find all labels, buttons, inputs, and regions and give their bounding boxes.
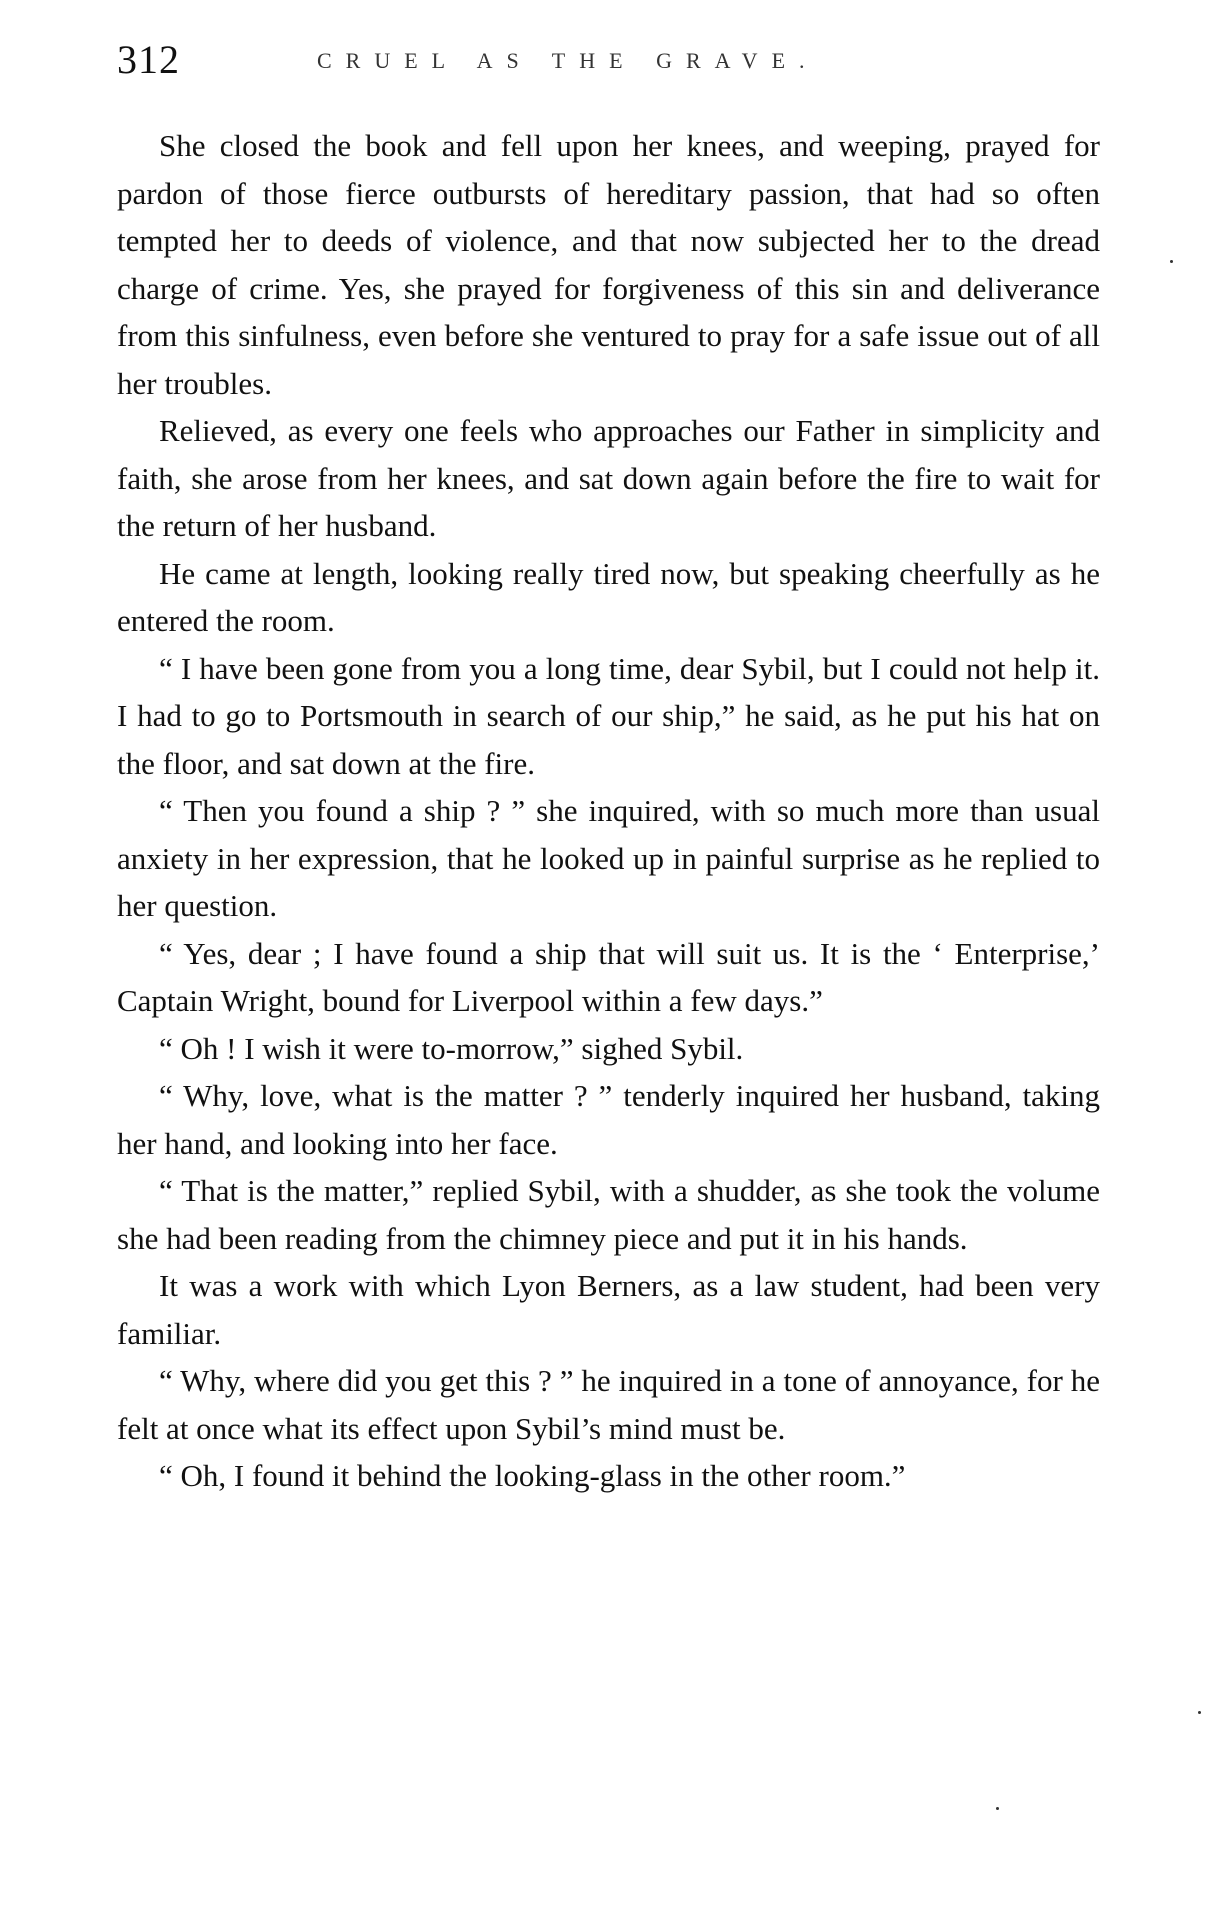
- paragraph: Relieved, as every one feels who approaches our Father in simplicity and faith, she arose from her knees, and sat down again before the fire to wait for the return of her husband.: [117, 413, 1100, 543]
- body-text: [117, 122, 1100, 1500]
- paragraph: “ Why, love, what is the matter ? ” tenderly inquired her husband, taking her hand, and looking into her face.: [117, 1078, 1100, 1161]
- paragraph: She closed the book and fell upon her knees, and weeping, prayed for pardon of those fierce outbursts of hereditary passion, that had so often tempted her to deeds of violence, and that now subjected her to the dread charge of crime. Yes, she prayed for forgiveness of this sin and deliverance from this sinfulness, even before she ventured to pray for a safe issue out of all her troubles.: [117, 128, 1100, 401]
- print-speck: [1170, 260, 1173, 263]
- paragraph: “ Why, where did you get this ? ” he inquired in a tone of annoyance, for he felt at once what its effect upon Sybil’s mind must be.: [117, 1363, 1100, 1446]
- paragraph: “ Oh ! I wish it were to-morrow,” sighed Sybil.: [159, 1030, 744, 1066]
- running-title: CRUEL AS THE GRAVE.: [317, 48, 819, 73]
- paragraph: He came at length, looking really tired now, but speaking cheerfully as he entered the room.: [117, 555, 1100, 638]
- page-header: [117, 36, 1117, 96]
- print-speck: [1198, 1711, 1201, 1714]
- paragraph: “ That is the matter,” replied Sybil, with a shudder, as she took the volume she had been reading from the chimney piece and put it in his hands.: [117, 1173, 1100, 1256]
- paragraph: “ Yes, dear ; I have found a ship that will suit us. It is the ‘ Enterprise,’ Captain Wright, bound for Liverpool within a few days.”: [117, 935, 1100, 1018]
- paragraph: “ Then you found a ship ? ” she inquired, with so much more than usual anxiety in her expression, that he looked up in painful surprise as he replied to her question.: [117, 793, 1100, 923]
- print-speck: [996, 1807, 999, 1810]
- page-number: 312: [117, 37, 180, 82]
- paragraph: It was a work with which Lyon Berners, as a law student, had been very familiar.: [117, 1268, 1100, 1351]
- paragraph: “ Oh, I found it behind the looking-glass in the other room.”: [159, 1458, 906, 1493]
- paragraph: “ I have been gone from you a long time, dear Sybil, but I could not help it. I had to go to Portsmouth in search of our ship,” he said, as he put his hat on the floor, and sat down at the fire.: [117, 650, 1100, 781]
